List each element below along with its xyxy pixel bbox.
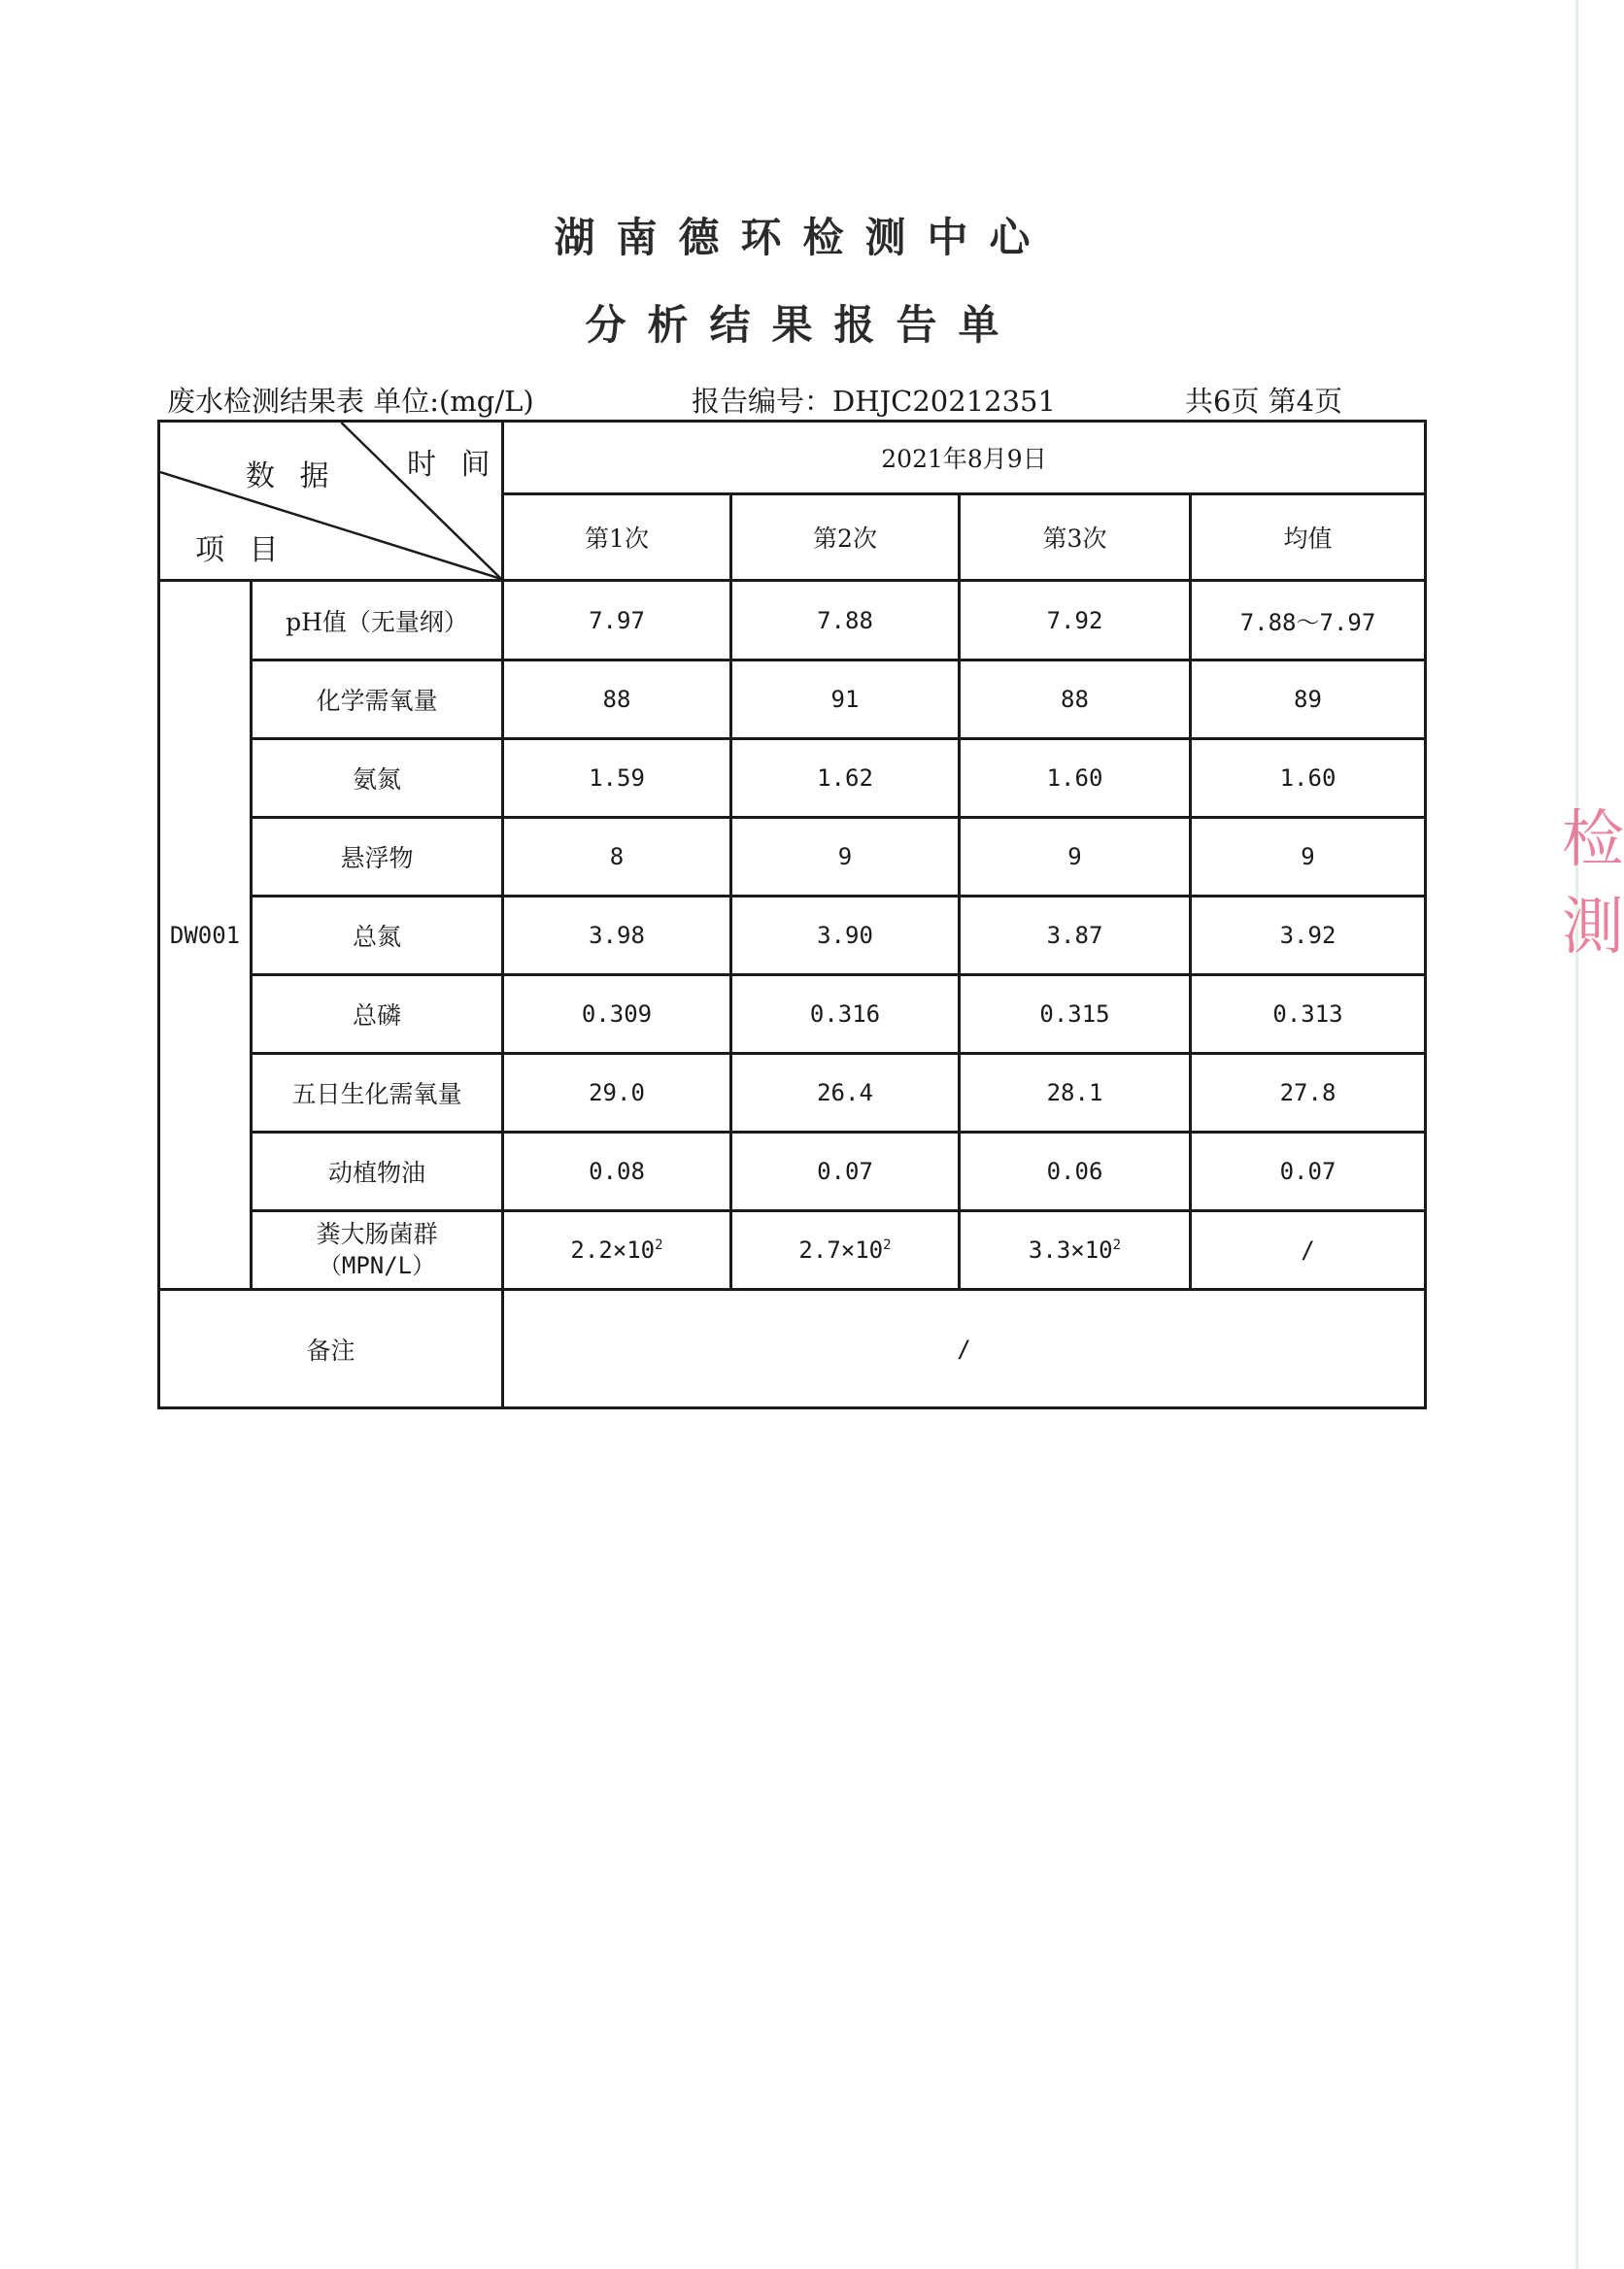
value-cell: 26.4 bbox=[731, 1054, 960, 1133]
corner-label-data: 数 据 bbox=[246, 459, 337, 493]
column-header-avg: 均值 bbox=[1191, 494, 1426, 581]
parameter-name: 氨氮 bbox=[252, 739, 503, 818]
remark-row bbox=[159, 1290, 1426, 1408]
value-cell: 1.62 bbox=[731, 739, 960, 818]
average-cell: 27.8 bbox=[1191, 1054, 1426, 1133]
remark-value: / bbox=[503, 1290, 1426, 1408]
parameter-name: 悬浮物 bbox=[252, 818, 503, 897]
table-row bbox=[159, 897, 1426, 975]
average-cell: / bbox=[1191, 1211, 1426, 1290]
value-cell: 3.98 bbox=[503, 897, 731, 975]
average-cell: 89 bbox=[1191, 660, 1426, 739]
average-cell: 9 bbox=[1191, 818, 1426, 897]
date-header: 2021年8月9日 bbox=[503, 422, 1426, 494]
average-cell: 0.07 bbox=[1191, 1133, 1426, 1211]
table-row bbox=[159, 975, 1426, 1054]
value-cell: 3.87 bbox=[960, 897, 1191, 975]
value-cell: 28.1 bbox=[960, 1054, 1191, 1133]
value-cell: 0.08 bbox=[503, 1133, 731, 1211]
coliform-value-3: 3.3×10 bbox=[1028, 1236, 1113, 1264]
value-cell bbox=[960, 1211, 1191, 1290]
exponent: 2 bbox=[1112, 1237, 1122, 1253]
table-row bbox=[159, 1054, 1426, 1133]
value-cell: 3.90 bbox=[731, 897, 960, 975]
parameter-name bbox=[252, 1211, 503, 1290]
corner-label-time: 时 间 bbox=[407, 448, 498, 482]
column-header-1: 第1次 bbox=[503, 494, 731, 581]
column-header-3: 第3次 bbox=[960, 494, 1191, 581]
parameter-name: 五日生化需氧量 bbox=[252, 1054, 503, 1133]
value-cell bbox=[731, 1211, 960, 1290]
site-cell: DW001 bbox=[159, 581, 252, 1290]
average-cell: 0.313 bbox=[1191, 975, 1426, 1054]
value-cell: 7.92 bbox=[960, 581, 1191, 660]
table-row bbox=[159, 739, 1426, 818]
value-cell: 1.60 bbox=[960, 739, 1191, 818]
parameter-name: 动植物油 bbox=[252, 1133, 503, 1211]
average-cell: 7.88～7.97 bbox=[1191, 581, 1426, 660]
value-cell: 9 bbox=[960, 818, 1191, 897]
org-title: 湖南德环检测中心 bbox=[554, 214, 1052, 261]
table-row bbox=[159, 1133, 1426, 1211]
parameter-name: 总氮 bbox=[252, 897, 503, 975]
value-cell: 0.07 bbox=[731, 1133, 960, 1211]
coliform-value-1: 2.2×10 bbox=[570, 1236, 656, 1264]
value-cell: 88 bbox=[960, 660, 1191, 739]
value-cell: 1.59 bbox=[503, 739, 731, 818]
coliform-unit: （MPN/L） bbox=[318, 1252, 436, 1279]
page-info: 共6页 第4页 bbox=[1185, 385, 1343, 418]
value-cell: 7.88 bbox=[731, 581, 960, 660]
table-row bbox=[159, 818, 1426, 897]
doc-title: 分析结果报告单 bbox=[585, 301, 1021, 349]
value-cell: 0.316 bbox=[731, 975, 960, 1054]
parameter-name: 总磷 bbox=[252, 975, 503, 1054]
table-unit-label: 废水检测结果表 单位:(mg/L) bbox=[167, 385, 534, 418]
table-row bbox=[159, 660, 1426, 739]
value-cell: 91 bbox=[731, 660, 960, 739]
value-cell bbox=[503, 1211, 731, 1290]
value-cell: 0.315 bbox=[960, 975, 1191, 1054]
value-cell: 29.0 bbox=[503, 1054, 731, 1133]
exponent: 2 bbox=[883, 1237, 892, 1253]
column-header-2: 第2次 bbox=[731, 494, 960, 581]
coliform-value-2: 2.7×10 bbox=[798, 1236, 884, 1264]
seal-stamp-fragment: 检 測 bbox=[1562, 804, 1624, 964]
value-cell: 0.309 bbox=[503, 975, 731, 1054]
corner-label-item: 项 目 bbox=[195, 533, 287, 567]
value-cell: 7.97 bbox=[503, 581, 731, 660]
coliform-name: 粪大肠菌群 bbox=[316, 1220, 438, 1248]
value-cell: 9 bbox=[731, 818, 960, 897]
value-cell: 0.06 bbox=[960, 1133, 1191, 1211]
parameter-name: pH值（无量纲） bbox=[252, 581, 503, 660]
parameter-name: 化学需氧量 bbox=[252, 660, 503, 739]
average-cell: 1.60 bbox=[1191, 739, 1426, 818]
average-cell: 3.92 bbox=[1191, 897, 1426, 975]
table-row bbox=[159, 581, 1426, 660]
results-table bbox=[157, 420, 1427, 1409]
corner-header-cell bbox=[159, 422, 503, 581]
remark-label: 备注 bbox=[159, 1290, 503, 1408]
value-cell: 8 bbox=[503, 818, 731, 897]
exponent: 2 bbox=[655, 1237, 663, 1253]
value-cell: 88 bbox=[503, 660, 731, 739]
report-number: 报告编号：DHJC20212351 bbox=[692, 385, 1056, 418]
table-row bbox=[159, 1211, 1426, 1290]
